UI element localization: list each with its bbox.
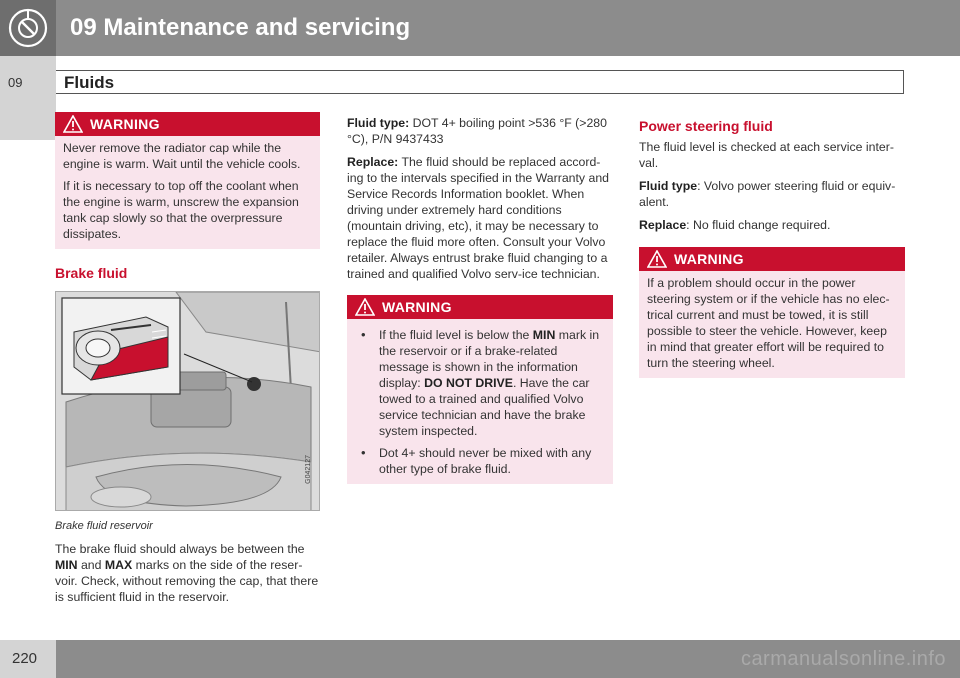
warning-paragraph: If it is necessary to top off the coolant when the engine is warm, unscrew the expansion tank cap slowly so that the overpressure dissipates. <box>63 179 299 241</box>
chapter-icon-box <box>0 0 56 56</box>
warning-list <box>355 327 605 477</box>
fluid-type-text: : Volvo power steering fluid or equiv-alent. <box>639 179 896 209</box>
figure-code: G042127 <box>305 455 312 484</box>
watermark: carmanualsonline.info <box>740 648 946 670</box>
fluid-type-paragraph <box>639 178 905 210</box>
chapter-title: 09 Maintenance and servicing <box>70 14 411 41</box>
warning-header <box>639 247 905 271</box>
warning-header <box>55 112 320 136</box>
warning-body <box>347 319 613 484</box>
fluid-type-text: DOT 4+ boiling point >536 °F (>280 °C), P/N 9437433 <box>347 116 607 146</box>
figure-caption: Brake fluid reservoir <box>55 520 153 532</box>
replace-paragraph <box>347 154 613 282</box>
fluid-type-label: Fluid type <box>639 179 698 193</box>
column-left <box>55 112 320 612</box>
wrench-icon <box>8 8 48 48</box>
chapter-side-tab-number: 09 <box>8 75 23 90</box>
warning-triangle-icon <box>63 115 83 133</box>
fluid-type-paragraph <box>347 115 613 147</box>
coolant-warning-box <box>55 112 320 249</box>
power-steering-heading: Power steering fluid <box>639 118 773 134</box>
brake-fluid-heading: Brake fluid <box>55 265 128 281</box>
warning-list-item <box>355 327 605 439</box>
text-fragment: The brake fluid should always be between the <box>55 542 305 556</box>
replace-text: The fluid should be replaced accord-ing to the intervals specified in the Warranty and Service Records Information booklet. When driving under extremely hard conditions (mountain driving, etc), it may be necessary to replace the fluid more often. Consult your Volvo retailer. Always entrust brake fluid changing to a trained and qualified Volvo serv-ice technician. <box>347 155 610 281</box>
check-interval-paragraph: The fluid level is checked at each service inter-val. <box>639 140 894 170</box>
warning-body <box>55 136 320 249</box>
brake-fluid-reservoir-figure <box>55 291 320 511</box>
warning-list-item: • Dot 4+ should never be mixed with any other type of brake fluid. <box>355 445 605 477</box>
brake-warning-box <box>347 295 613 484</box>
replace-paragraph <box>639 217 905 233</box>
text-fragment: . Have the car towed to a trained and qualified Volvo service technician and have the brake system inspected. <box>379 376 590 438</box>
min-mark-label: MIN <box>55 558 78 572</box>
warning-triangle-icon <box>647 250 667 268</box>
column-middle <box>347 115 613 496</box>
page-number: 220 <box>12 650 38 667</box>
text-fragment: marks on the side of the reser-voir. Check, without removing the cap, that there is sufficient fluid in the reservoir. <box>55 558 319 604</box>
brake-fluid-paragraph <box>55 541 320 605</box>
chapter-side-tab <box>0 56 56 140</box>
replace-label: Replace: <box>347 155 399 169</box>
warning-label: WARNING <box>90 116 160 132</box>
replace-label: Replace <box>639 218 687 232</box>
section-title: Fluids <box>64 73 115 92</box>
section-title-box <box>56 70 904 94</box>
warning-label: WARNING <box>382 299 452 315</box>
column-right <box>639 115 905 390</box>
warning-triangle-icon <box>355 298 375 316</box>
warning-label: WARNING <box>674 251 744 267</box>
max-mark-label: MAX <box>104 558 133 572</box>
fluid-type-label: Fluid type: <box>347 116 410 130</box>
power-steering-warning-box <box>639 247 905 378</box>
text-fragment: If the fluid level is below the <box>379 328 533 342</box>
do-not-drive-label: DO NOT DRIVE <box>424 376 513 390</box>
warning-paragraph: If a problem should occur in the power steering system or if the vehicle has no elec-trical current and must be towed, it is still possible to steer the vehicle. However, keep in mind that greater effort will be required to turn the steering wheel. <box>647 276 890 370</box>
text-fragment: mark in the reservoir or if a brake-related message is shown in the information display: <box>379 328 600 390</box>
min-mark-label: MIN <box>532 328 556 342</box>
warning-body <box>639 271 905 378</box>
engine-bay-illustration <box>56 292 320 511</box>
replace-text: : No fluid change required. <box>686 218 831 232</box>
warning-paragraph: Never remove the radiator cap while the engine is warm. Wait until the vehicle cools. <box>63 141 301 171</box>
text-fragment: and <box>77 558 105 572</box>
warning-header <box>347 295 613 319</box>
